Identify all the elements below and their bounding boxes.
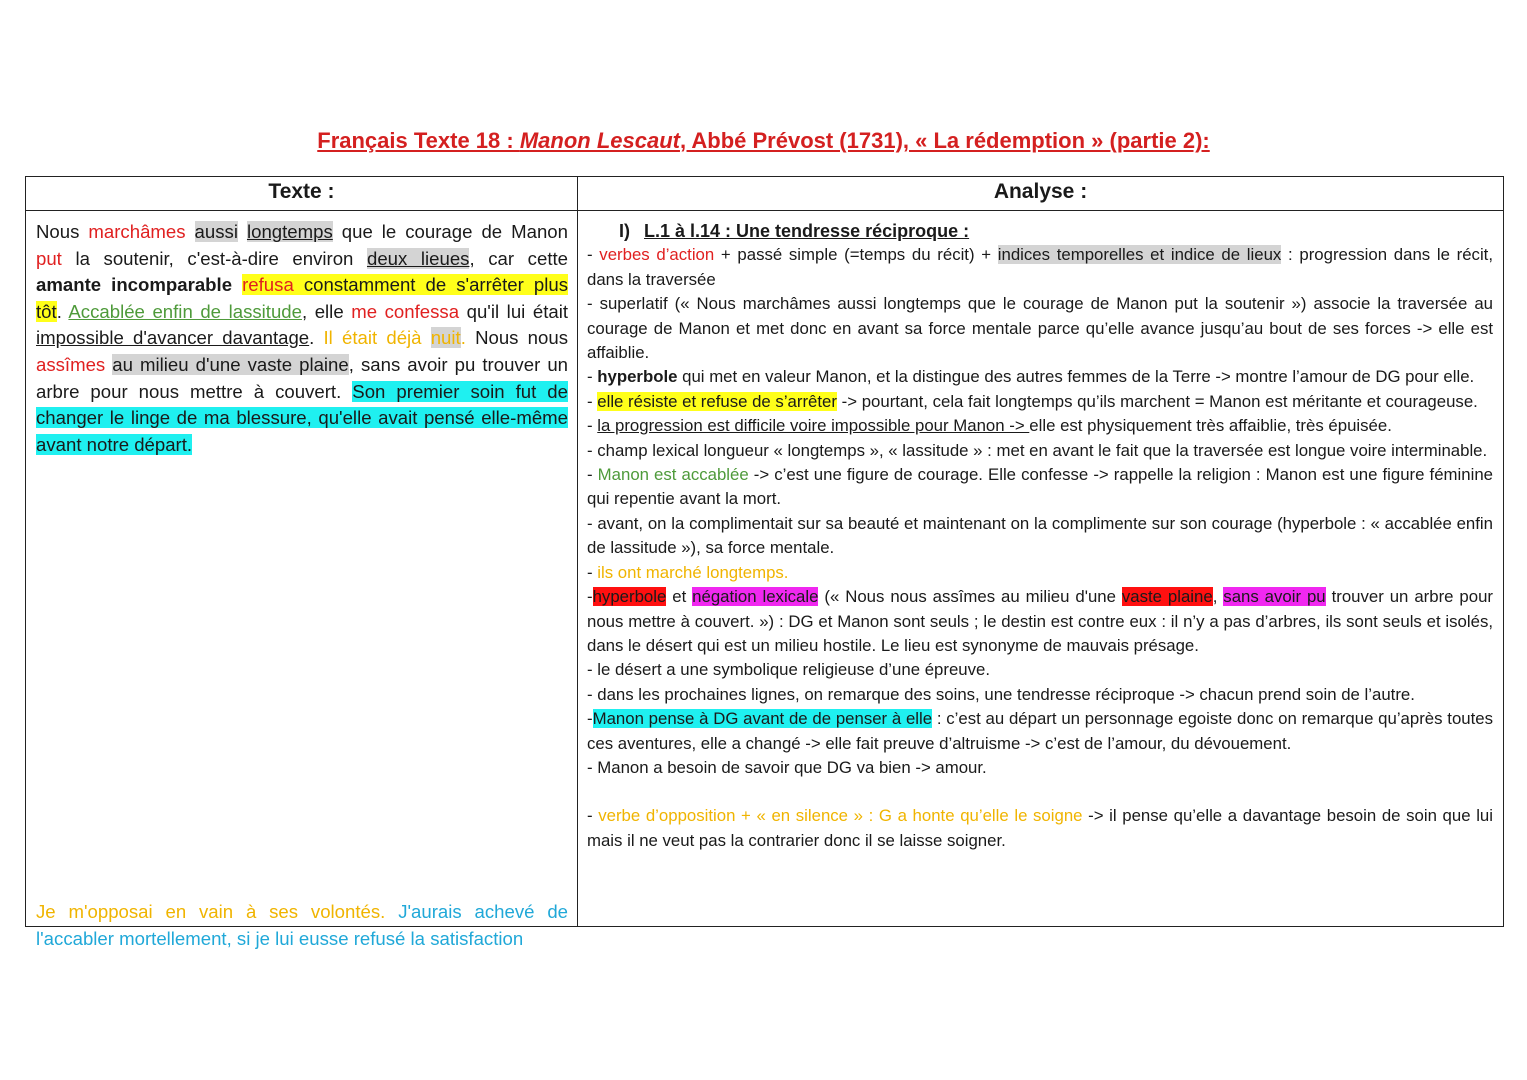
text-run [232,274,242,295]
text-run: deux lieues [366,247,470,269]
text-run: verbes d’action [599,245,715,265]
text-run: : progression dans le récit, dans la traversée [587,245,1493,289]
text-run [385,901,398,922]
text-run: Nous nous [465,327,569,349]
text-run: qui met en valeur Manon, et la distingue des autres femmes de la Terre -> montre l’amour de DG pour elle. [677,367,1475,387]
text-run: longtemps [246,221,333,242]
text-run: L.1 à l.14 : Une tendresse réciproque : [644,221,970,241]
text-run: hyperbole [592,587,667,607]
text-run: . [309,327,324,349]
text-run: J'aurais achevé de l'accabler mortellement, si je lui eusse refusé la satisfaction [36,901,568,949]
text-run: elle est physiquement très affaiblie, très épuisée. [1029,416,1392,436]
analysis-point [587,561,1493,585]
text-run: et [666,587,693,607]
text-run: -> c’est une figure de courage. Elle confesse -> rappelle la religion : Manon est une figure féminine qui repentie avant la mort. [587,465,1493,509]
text-run: sans avoir pu [1223,587,1326,607]
text-run: , sans avoir pu trouver un arbre pour nous mettre à couvert. [36,353,569,402]
text-cell [26,211,578,949]
text-run: ils ont marché longtemps. [597,562,789,582]
title-suffix: , Abbé Prévost (1731), « La rédemption » (partie 2): [679,128,1210,153]
text-run: - [587,391,598,411]
text-run: elle résiste et refuse de s’arrêter [597,391,837,411]
source-text-continued [36,899,568,952]
text-run: indices temporelles et indice de lieux [997,245,1282,265]
text-run: aussi [194,221,238,242]
text-run: impossible d'avancer davantage [36,327,310,349]
text-run: Nous [36,221,89,242]
header-texte: Texte : [26,177,578,211]
text-run: nuit [430,327,461,349]
analysis-point [587,707,1493,756]
text-run: - [587,465,598,485]
text-run [186,221,195,242]
text-run: put [36,247,62,269]
text-run: refusa [242,274,294,296]
text-run: amante incomparable [36,274,233,296]
text-run: assîmes [36,353,106,375]
text-run: Il était déjà [323,327,431,349]
text-run: -> il pense qu’elle a davantage besoin de soin que lui mais il ne veut pas la contrarier donc il se laisse soigner. [587,806,1493,850]
analysis-point: - avant, on la complimentait sur sa beauté et maintenant on la complimente sur son courage (hyperbole : « accablée enfin de lassitude »), sa force mentale. [587,513,1493,558]
text-run: - [587,587,593,607]
text-run: vaste plaine [1121,587,1213,607]
text-run: . [460,327,466,349]
text-run: , [1212,587,1224,607]
analysis-cell [578,211,1504,927]
text-run: qu'il lui était [459,300,568,322]
text-run: -> pourtant, cela fait longtemps qu’ils marchent = Manon est méritante et courageuse. [836,391,1478,411]
analysis-point [587,243,1493,292]
text-run: Manon est accablée [597,465,749,485]
analysis-point [587,390,1493,414]
text-run: : c’est au départ un personnage egoiste donc on remarque qu’après toutes ces aventures, elle a changé -> elle fait preuve d’altruisme -> c’est de l’amour, du dévouement. [587,709,1493,753]
text-run: verbe d’opposition + « en silence » : G a honte qu’elle le soigne [598,806,1083,826]
text-run: Accablée enfin de lassitude [68,300,302,322]
text-run: la progression est difficile voire impossible pour Manon -> [597,416,1030,436]
title-prefix: Français Texte 18 : [317,128,520,153]
text-run: Je m'opposai en vain à ses volontés. [36,901,386,922]
text-run: au milieu d'une vaste plaine [112,353,349,375]
analysis-point: - champ lexical longueur « longtemps », « lassitude » : met en avant le fait que la traversée est longue voire interminable. [587,440,1488,460]
analysis-point: - superlatif (« Nous marchâmes aussi longtemps que le courage de Manon put la soutenir ») associe la traversée au courage de Manon et met donc en avant sa force mentale parce qu’elle avance jusqu’au bout de ses forces -> elle est affaiblie. [587,294,1493,363]
page-title [0,128,1527,154]
analysis-point [587,463,1493,512]
text-run: , elle [301,300,352,322]
text-run: . [56,300,69,322]
text-run: Manon pense à DG avant de de penser à elle [592,709,933,729]
analysis-point: - Manon a besoin de savoir que DG va bien -> amour. [587,757,987,777]
text-run: (« Nous nous assîmes au milieu d'une [818,587,1122,607]
text-run: constamment de s'arrêter plus tôt [36,274,568,322]
text-run: + passé simple (=temps du récit) + [714,245,998,265]
text-run: hyperbole [597,367,678,387]
analysis-point: - le désert a une symbolique religieuse d’une épreuve. [587,660,990,680]
text-run: - [587,416,598,436]
text-run: Son premier soin fut de changer le linge de ma blessure, qu'elle avait pensé elle-même avant notre départ. [36,380,568,455]
text-run [238,221,247,242]
analysis-point: - dans les prochaines lignes, on remarque des soins, une tendresse réciproque -> chacun prend soin de l’autre. [587,684,1415,704]
text-run: I) [619,221,630,241]
text-run: la soutenir, c'est-à-dire environ [61,247,367,269]
source-text [36,219,568,458]
text-run: négation lexicale [692,587,819,607]
header-analyse: Analyse : [578,177,1504,211]
marchames: marchâmes [88,221,186,242]
analysis-point [587,585,1493,658]
table-header-row [26,177,1504,211]
section-heading [619,219,1493,243]
table-body-row [26,211,1504,927]
text-run: - [587,709,593,729]
text-run: me confessa [351,300,460,322]
text-run: que le courage de Manon [332,221,568,242]
text-run: - [587,562,598,582]
analysis-point [587,414,1493,438]
text-run: - [587,245,600,265]
title-work: Manon Lescaut [519,128,680,153]
analysis-point [587,804,1493,853]
text-run: , car cette [469,247,568,269]
text-run: - [587,367,598,387]
text-run: - [587,806,599,826]
spacer [587,780,1493,804]
analysis-point [587,365,1493,389]
analysis-table [25,176,1504,949]
text-run: trouver un arbre pour nous mettre à couvert. ») : DG et Manon sont seuls ; le destin est contre eux : il n’y a pas d’arbres, ils sont seuls et isolés, dans le désert qui est un milieu hostile. Le lieu est synonyme de mauvais présage. [587,587,1494,655]
